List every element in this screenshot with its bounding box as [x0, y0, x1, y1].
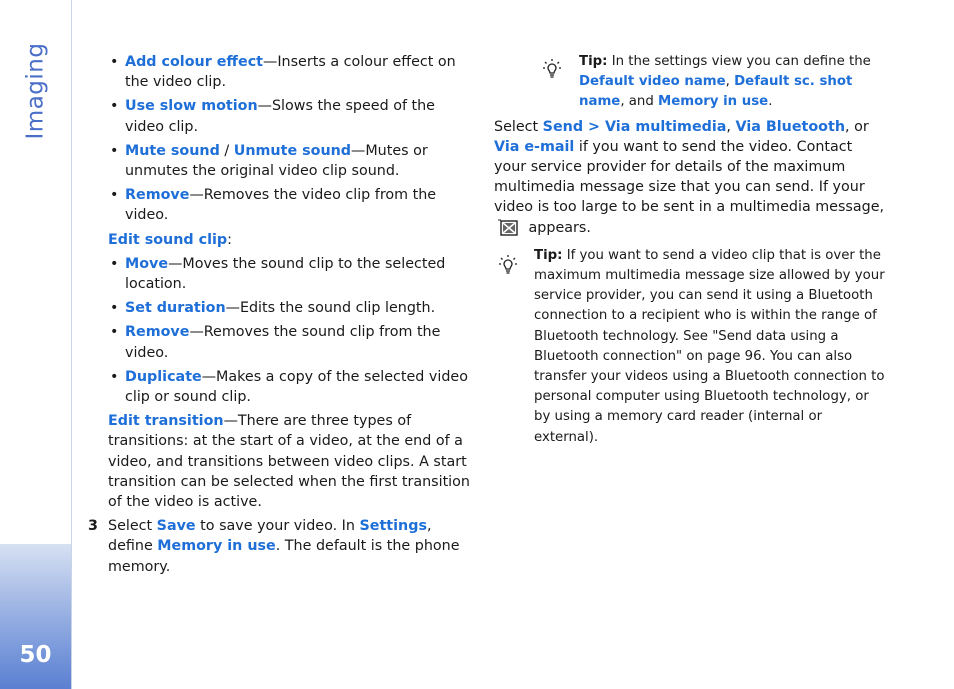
sidebar [0, 0, 72, 689]
description: —Slows the speed of the video clip. [125, 98, 435, 135]
text: if you want to send the video. Contact your service provider for details of the maximum multimedia message size that you can send. If your video is too large to be sent in a multimedia message, [494, 138, 885, 216]
description: —Inserts a colour effect on the video clip. [125, 54, 456, 91]
step-number: 3 [88, 518, 98, 535]
text: , and [620, 94, 659, 110]
tip-box [494, 52, 886, 113]
text: , [726, 118, 736, 135]
description: : [227, 231, 232, 248]
tip-lightbulb-icon [540, 58, 564, 82]
text: , [725, 74, 735, 90]
option-default-sc-shot-name: Default sc. shot name [579, 74, 853, 110]
option-use-slow-motion: Use slow motion [125, 98, 258, 115]
tip-label: Tip: [534, 247, 563, 263]
option-unmute-sound: Unmute sound [233, 142, 352, 159]
text: Select [494, 118, 543, 135]
description: —Edits the sound clip length. [225, 300, 436, 317]
option-default-video-name: Default video name [579, 74, 726, 90]
separator: / [219, 142, 234, 159]
option-move: Move [125, 255, 169, 272]
numbered-step [88, 516, 478, 577]
description: —Mutes or unmutes the original video clip sound. [125, 142, 428, 180]
description: —Moves the sound clip to the selected location. [125, 255, 446, 293]
page-number: 50 [19, 642, 52, 668]
section-title-text: Imaging [22, 42, 49, 140]
option-remove-video-clip: Remove [125, 187, 190, 204]
paragraph [88, 411, 478, 512]
list-item [88, 96, 478, 136]
text: , define [108, 518, 432, 555]
text: , or [845, 118, 869, 135]
list-item [88, 298, 478, 318]
video-too-large-icon [498, 218, 520, 238]
tip-lightbulb-icon [496, 254, 520, 278]
tip-box [494, 246, 886, 448]
section-title [14, 42, 56, 140]
option-edit-transition: Edit transition [108, 413, 224, 430]
description: —Removes the video clip from the video. [125, 187, 437, 224]
text: appears. [524, 219, 591, 236]
paragraph [494, 117, 886, 238]
right-column [494, 52, 886, 448]
option-add-colour-effect: Add colour effect [125, 54, 264, 70]
option-send-via-multimedia: Send > Via multimedia [542, 118, 727, 135]
text: . [768, 94, 773, 110]
text: Select [108, 518, 157, 535]
list-item [88, 52, 478, 92]
text: to save your video. In [195, 518, 360, 535]
left-column [88, 52, 478, 581]
list-item [88, 185, 478, 225]
option-via-bluetooth: Via Bluetooth [735, 118, 846, 135]
option-duplicate: Duplicate [125, 368, 202, 385]
option-memory-in-use: Memory in use [658, 94, 769, 110]
list-item [88, 322, 478, 362]
option-mute-sound: Mute sound [125, 142, 220, 159]
text: In the settings view you can define the [607, 54, 871, 69]
list-item [88, 254, 478, 294]
subheading [88, 230, 478, 250]
list-item [88, 141, 478, 181]
description: —Removes the sound clip from the video. [125, 324, 441, 361]
option-memory-in-use: Memory in use [157, 538, 276, 555]
option-save: Save [156, 518, 196, 535]
option-remove-sound-clip: Remove [125, 324, 190, 341]
list-item [88, 367, 478, 407]
text: If you want to send a video clip that is over the maximum multimedia message size allowed by your service provider, you can send it using a Bluetooth connection to a recipient who is within the range of Bluetooth technology. See "Send data using a Bluetooth connection" on page 96. You can also transfer your videos using a Bluetooth connection to personal computer using Bluetooth technology, or by using a memory card reader (internal or external). [534, 247, 885, 445]
option-edit-sound-clip: Edit sound clip [108, 231, 228, 248]
tip-label: Tip: [579, 54, 608, 69]
option-via-email: Via e-mail [494, 138, 575, 155]
description: —Makes a copy of the selected video clip or sound clip. [125, 368, 468, 406]
text: . The default is the phone memory. [108, 538, 460, 575]
option-settings: Settings [359, 518, 427, 535]
description: —There are three types of transitions: at the start of a video, at the end of a video, and transitions between video clips. A start transition can be selected when the first transition of the video is active. [108, 413, 470, 511]
option-set-duration: Set duration [125, 300, 226, 317]
